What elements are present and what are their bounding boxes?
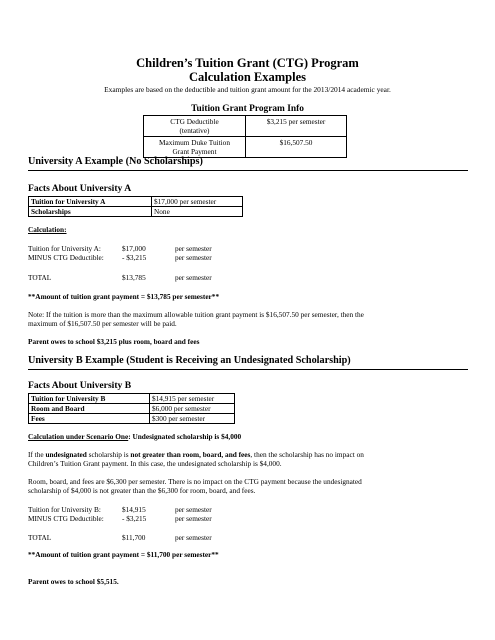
- table-row: [29, 404, 235, 414]
- p1-emphasis: not greater than room, board, and fees: [130, 450, 251, 459]
- example-b-paragraph-1: [28, 450, 364, 459]
- deductible-label-cell: [144, 116, 246, 137]
- example-b-facts-table: [28, 393, 235, 424]
- scenario-text: : Undesignated scholarship is $4,000: [128, 432, 242, 441]
- deductible-label-note: (tentative): [179, 126, 210, 135]
- max-label-2: Grant Payment: [172, 147, 217, 156]
- subtitle: Examples are based on the deductible and tuition grant amount for the 2013/2014 academic year.: [104, 85, 391, 94]
- calc-row-amount: $17,000: [122, 244, 146, 253]
- scenario-line: [28, 432, 241, 441]
- example-b-paragraph-2-line-2: scholarship of $4,000 is not greater than the $6,300 for room, board, and fees.: [28, 486, 256, 495]
- example-a-facts-heading: Facts About University A: [28, 183, 132, 194]
- example-b-facts-heading: Facts About University B: [28, 380, 132, 391]
- table-row: [144, 137, 347, 158]
- calc-row-unit: per semester: [175, 244, 212, 253]
- calc-row-unit: per semester: [175, 253, 212, 262]
- total-amount: $13,785: [122, 273, 146, 282]
- fact-value: $17,000 per semester: [152, 197, 243, 207]
- p1-text: If the: [28, 450, 46, 459]
- fact-label: Fees: [29, 414, 150, 424]
- fact-label: Tuition for University A: [29, 197, 152, 207]
- divider: [28, 369, 468, 370]
- p1-emphasis: undesignated: [45, 450, 87, 459]
- total-amount: $11,700: [122, 533, 146, 542]
- fact-label: Tuition for University B: [29, 394, 150, 404]
- example-b-heading: University B Example (Student is Receiving an Undesignated Scholarship): [28, 355, 351, 366]
- total-label: TOTAL: [28, 273, 52, 282]
- deductible-value: $3,215 per semester: [246, 116, 347, 137]
- calc-row-unit: per semester: [175, 505, 212, 514]
- fact-value: None: [152, 207, 243, 217]
- table-row: [29, 197, 243, 207]
- calc-row-label: Tuition for University A:: [28, 244, 101, 253]
- fact-label: Scholarships: [29, 207, 152, 217]
- calc-row-amount: - $3,215: [122, 253, 147, 262]
- program-info-heading: Tuition Grant Program Info: [191, 104, 304, 114]
- example-a-facts-table: [28, 196, 243, 217]
- calc-row-label: MINUS CTG Deductible:: [28, 514, 104, 523]
- calc-row-amount: - $3,215: [122, 514, 147, 523]
- table-row: [29, 394, 235, 404]
- p1-text: scholarship is: [86, 450, 131, 459]
- example-b-owes: Parent owes to school $5,515.: [28, 577, 119, 586]
- fact-label: Room and Board: [29, 404, 150, 414]
- calc-row-label: MINUS CTG Deductible:: [28, 253, 104, 262]
- calc-row-unit: per semester: [175, 514, 212, 523]
- divider: [28, 170, 468, 171]
- fact-value: $14,915 per semester: [150, 394, 235, 404]
- program-info-table: [143, 115, 347, 158]
- example-b-paragraph-1-line-2: Children’s Tuition Grant payment. In this case, the undesignated scholarship is $4,000.: [28, 459, 282, 468]
- table-row: [29, 414, 235, 424]
- example-a-note-1: Note: If the tuition is more than the maximum allowable tuition grant payment is $16,507.50 per semester, then the: [28, 310, 364, 319]
- total-unit: per semester: [175, 273, 212, 282]
- fact-value: $6,000 per semester: [150, 404, 235, 414]
- total-unit: per semester: [175, 533, 212, 542]
- max-label-cell: [144, 137, 246, 158]
- example-a-note-2: maximum of $16,507.50 per semester will be paid.: [28, 319, 177, 328]
- calc-row-label: Tuition for University B:: [28, 505, 101, 514]
- example-a-result: **Amount of tuition grant payment = $13,785 per semester**: [28, 292, 220, 301]
- example-a-owes: Parent owes to school $3,215 plus room, board and fees: [28, 337, 200, 346]
- deductible-label: CTG Deductible: [170, 117, 219, 126]
- max-value: $16,507.50: [246, 137, 347, 158]
- table-row: [144, 116, 347, 137]
- p1-text: , then the scholarship has no impact on: [250, 450, 364, 459]
- title-line-2: Calculation Examples: [188, 70, 307, 84]
- example-b-result: **Amount of tuition grant payment = $11,700 per semester**: [28, 550, 219, 559]
- table-row: [29, 207, 243, 217]
- example-a-heading: University A Example (No Scholarships): [28, 156, 203, 167]
- scenario-label: Calculation under Scenario One: [28, 432, 129, 441]
- title-line-1: Children’s Tuition Grant (CTG) Program: [136, 56, 359, 70]
- fact-value: $300 per semester: [150, 414, 235, 424]
- calc-row-amount: $14,915: [122, 505, 146, 514]
- max-label: Maximum Duke Tuition: [159, 138, 230, 147]
- example-b-paragraph-2-line-1: Room, board, and fees are $6,300 per semester. There is no impact on the CTG payment because the undesignated: [28, 477, 362, 486]
- calc-label: Calculation:: [28, 225, 67, 234]
- total-label: TOTAL: [28, 533, 52, 542]
